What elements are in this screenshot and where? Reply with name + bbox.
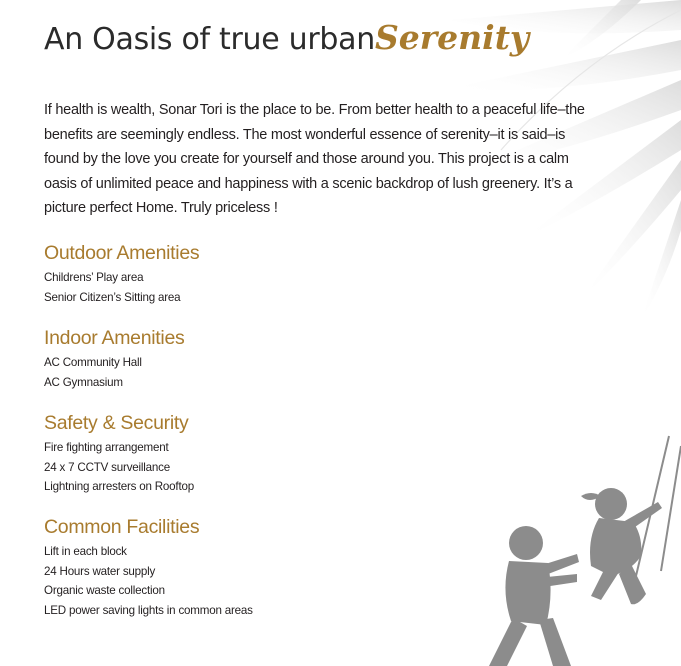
page-title: [44, 18, 529, 57]
section-outdoor-amenities: [44, 241, 199, 307]
amenity-list: [44, 542, 253, 620]
section-indoor-amenities: [44, 326, 184, 392]
list-item: 24 x 7 CCTV surveillance: [44, 460, 171, 474]
list-item: Senior Citizen’s Sitting area: [44, 290, 181, 304]
list-item: Childrens’ Play area: [44, 271, 144, 284]
amenity-list: [44, 438, 194, 497]
list-item: Fire fighting arrangement: [44, 441, 169, 454]
amenity-list: [44, 268, 199, 307]
section-heading: Safety & Security: [44, 412, 189, 434]
section-safety-security: [44, 411, 194, 497]
section-heading: Indoor Amenities: [44, 327, 185, 349]
list-item: Lightning arresters on Rooftop: [44, 480, 194, 493]
list-item: AC Community Hall: [44, 356, 142, 369]
section-common-facilities: [44, 515, 253, 620]
title-main: An Oasis of true urban: [44, 22, 375, 57]
intro-paragraph: If health is wealth, Sonar Tori is the place to be. From better health to a peaceful life–the benefits are seemingly endless. The most wonderful essence of serenity–it is said–is found by the love you create for yourself and those around you. This project is a calm oasis of unlimited peace and happiness with a scenic backdrop of lush greenery. It’s a picture perfect Home. Truly priceless !: [44, 102, 585, 216]
list-item: Lift in each block: [44, 545, 127, 558]
list-item: Organic waste collection: [44, 584, 165, 597]
amenity-list: [44, 353, 184, 392]
title-accent: Serenity: [374, 18, 530, 57]
children-swing-silhouette-image: [431, 426, 681, 666]
section-heading: Common Facilities: [44, 516, 200, 538]
list-item: 24 Hours water supply: [44, 564, 156, 578]
list-item: LED power saving lights in common areas: [44, 603, 253, 617]
section-heading: Outdoor Amenities: [44, 242, 200, 264]
list-item: AC Gymnasium: [44, 375, 123, 389]
